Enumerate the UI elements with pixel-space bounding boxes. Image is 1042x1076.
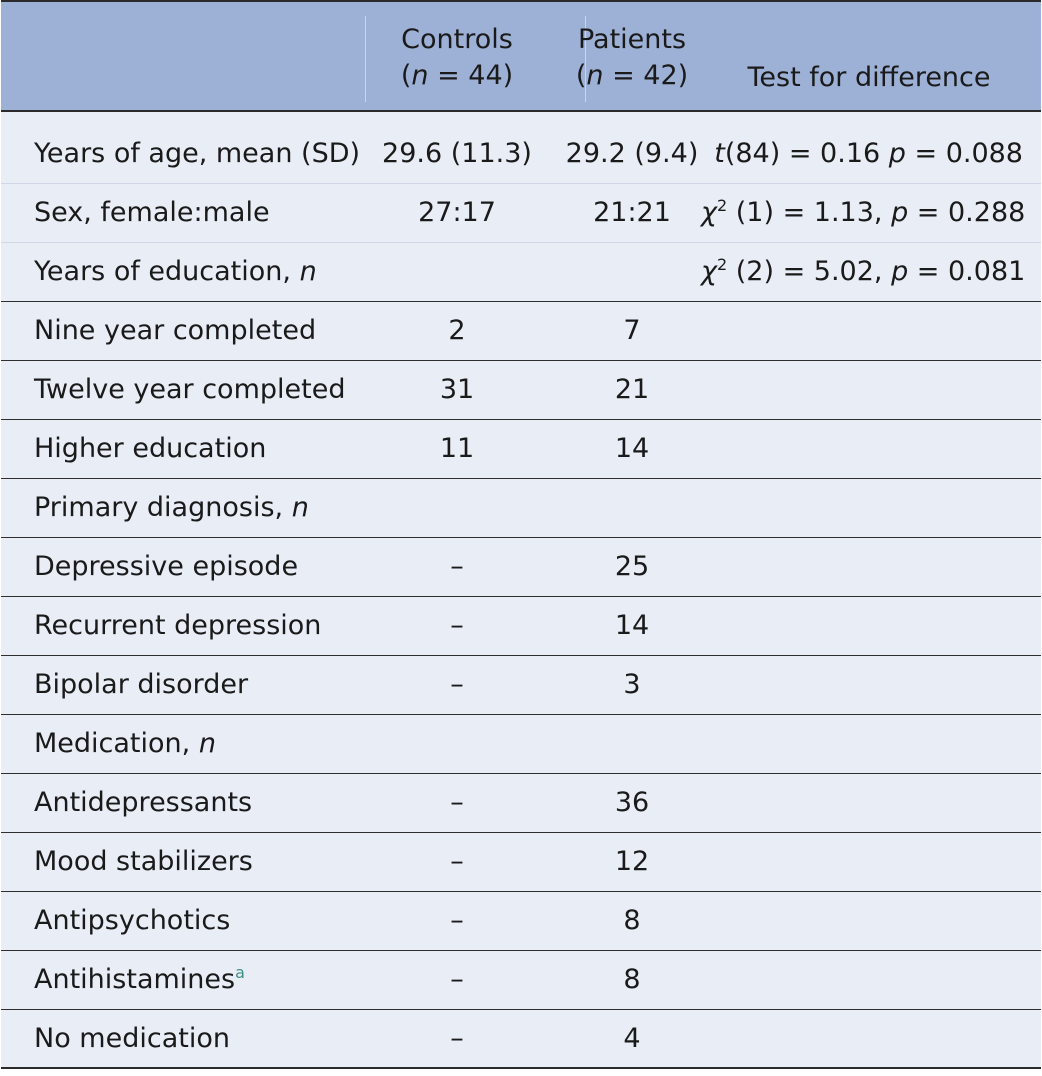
row-label: No medication xyxy=(34,1023,230,1054)
header-patients-label: Patients xyxy=(577,24,687,55)
header-controls-n: (n = 44) xyxy=(400,60,514,91)
row-controls: – xyxy=(450,669,464,700)
row-controls: 31 xyxy=(439,374,475,405)
row-patients: 7 xyxy=(623,315,641,346)
table-row xyxy=(1,184,1041,243)
header-controls xyxy=(365,22,549,94)
table-row xyxy=(1,774,1041,833)
table-row xyxy=(1,125,1041,184)
row-controls: 29.6 (11.3) xyxy=(382,138,532,169)
row-controls: – xyxy=(450,964,464,995)
header-test: Test for difference xyxy=(747,62,991,93)
row-label: Twelve year completed xyxy=(34,374,346,405)
table-row xyxy=(1,892,1041,951)
row-patients: 3 xyxy=(623,669,641,700)
table-row xyxy=(1,479,1041,538)
table-row xyxy=(1,656,1041,715)
row-patients: 8 xyxy=(623,964,641,995)
row-label: Antipsychotics xyxy=(34,905,231,936)
row-patients: 4 xyxy=(623,1023,641,1054)
table-row xyxy=(1,420,1041,479)
row-patients: 12 xyxy=(614,846,650,877)
row-patients: 21:21 xyxy=(593,197,671,228)
row-test: t(84) = 0.16 p = 0.088 xyxy=(714,138,1023,169)
row-patients: 14 xyxy=(614,610,650,641)
table-row xyxy=(1,1010,1041,1069)
row-label: Primary diagnosis, n xyxy=(34,492,309,523)
row-controls: – xyxy=(450,846,464,877)
row-patients: 25 xyxy=(614,551,650,582)
row-controls: – xyxy=(450,1023,464,1054)
row-controls: – xyxy=(450,787,464,818)
row-label: Sex, female:male xyxy=(34,197,270,228)
row-controls xyxy=(365,243,549,301)
row-controls: – xyxy=(450,610,464,641)
row-patients: 14 xyxy=(614,433,650,464)
row-label: Bipolar disorder xyxy=(34,669,249,700)
row-patients: 36 xyxy=(614,787,650,818)
row-label: Depressive episode xyxy=(34,551,299,582)
table-row xyxy=(1,243,1041,302)
row-label: Antidepressants xyxy=(34,787,253,818)
footnote-marker[interactable]: a xyxy=(235,963,245,982)
table-row xyxy=(1,302,1041,361)
row-patients xyxy=(549,243,715,301)
row-controls: – xyxy=(450,905,464,936)
row-test: $\chi^2$ (2) = 5.02, p = 0.081 xyxy=(701,255,1026,287)
row-patients: 21 xyxy=(614,374,650,405)
row-controls: 27:17 xyxy=(418,197,496,228)
row-test: $\chi^2$ (1) = 1.13, p = 0.288 xyxy=(701,196,1026,228)
row-label: Medication, n xyxy=(34,728,216,759)
header-patients-n: (n = 42) xyxy=(575,60,689,91)
row-label: Higher education xyxy=(34,433,267,464)
row-label: Years of education, n xyxy=(34,256,317,287)
table-row xyxy=(1,538,1041,597)
table-row xyxy=(1,715,1041,774)
header-patients xyxy=(549,22,715,94)
row-label: Mood stabilizers xyxy=(34,846,253,877)
row-patients: 8 xyxy=(623,905,641,936)
table-row xyxy=(1,597,1041,656)
row-label: Years of age, mean (SD) xyxy=(34,138,361,169)
table-row xyxy=(1,833,1041,892)
row-label: Recurrent depression xyxy=(34,610,322,641)
row-controls: 2 xyxy=(448,315,466,346)
header-controls-label: Controls xyxy=(401,24,513,55)
row-controls: 11 xyxy=(439,433,475,464)
row-label: Antihistamines$^a$ xyxy=(34,963,245,995)
header-spacer xyxy=(1,112,1041,125)
demographics-table xyxy=(1,0,1041,1069)
table-row xyxy=(1,361,1041,420)
table-row xyxy=(1,951,1041,1010)
table-header xyxy=(1,0,1041,112)
row-patients: 29.2 (9.4) xyxy=(565,138,699,169)
row-controls: – xyxy=(450,551,464,582)
row-label: Nine year completed xyxy=(34,315,317,346)
